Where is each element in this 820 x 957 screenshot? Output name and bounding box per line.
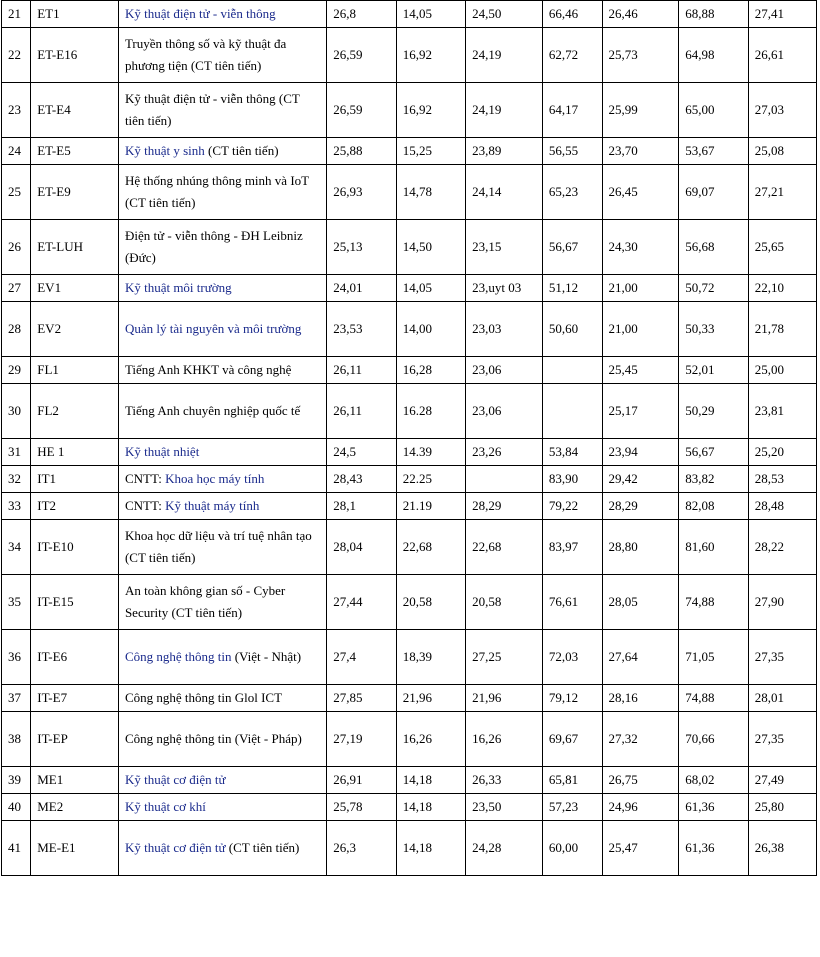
program-code: IT2 [31, 493, 119, 520]
score-1: 28,43 [327, 466, 396, 493]
score-7: 21,78 [748, 302, 816, 357]
score-1: 27,4 [327, 630, 396, 685]
program-name [118, 83, 326, 138]
score-6: 50,72 [679, 275, 748, 302]
table-row [2, 83, 817, 138]
score-2: 22.25 [396, 466, 465, 493]
program-name-suffix: (Việt - Nhật) [231, 649, 302, 664]
score-5: 26,75 [602, 767, 679, 794]
score-2: 21.19 [396, 493, 465, 520]
score-3: 23,26 [466, 439, 543, 466]
score-6: 69,07 [679, 165, 748, 220]
program-code: HE 1 [31, 439, 119, 466]
program-code: ME-E1 [31, 821, 119, 876]
score-3: 28,29 [466, 493, 543, 520]
score-7: 25,00 [748, 357, 816, 384]
program-name-prefix: Khoa học dữ liệu và trí tuệ nhân tạo (CT tiên tiến) [124, 528, 312, 565]
program-name-link[interactable]: Kỹ thuật máy tính [165, 498, 260, 513]
score-4: 76,61 [542, 575, 602, 630]
score-3: 23,89 [466, 138, 543, 165]
program-name-link[interactable]: Kỹ thuật cơ điện tử [124, 840, 226, 855]
table-row [2, 821, 817, 876]
score-7: 27,41 [748, 1, 816, 28]
program-name [118, 439, 326, 466]
program-name-suffix: (CT tiên tiến) [225, 840, 300, 855]
row-index: 31 [2, 439, 31, 466]
score-5: 24,96 [602, 794, 679, 821]
score-3: 26,33 [466, 767, 543, 794]
score-6: 61,36 [679, 794, 748, 821]
score-6: 71,05 [679, 630, 748, 685]
admission-scores-table [1, 0, 817, 876]
score-4: 65,81 [542, 767, 602, 794]
score-4: 69,67 [542, 712, 602, 767]
score-1: 26,91 [327, 767, 396, 794]
score-2: 14,05 [396, 275, 465, 302]
program-name-prefix: CNTT: [124, 498, 166, 513]
score-7: 28,01 [748, 685, 816, 712]
table-row [2, 712, 817, 767]
program-name [118, 28, 326, 83]
score-5: 25,17 [602, 384, 679, 439]
row-index: 34 [2, 520, 31, 575]
score-1: 26,93 [327, 165, 396, 220]
row-index: 33 [2, 493, 31, 520]
program-code: FL2 [31, 384, 119, 439]
score-7: 28,22 [748, 520, 816, 575]
row-index: 40 [2, 794, 31, 821]
score-5: 21,00 [602, 302, 679, 357]
score-2: 14,05 [396, 1, 465, 28]
table-row [2, 357, 817, 384]
program-name [118, 821, 326, 876]
score-4: 79,12 [542, 685, 602, 712]
score-7: 28,48 [748, 493, 816, 520]
program-name [118, 384, 326, 439]
score-1: 24,01 [327, 275, 396, 302]
row-index: 25 [2, 165, 31, 220]
program-name [118, 493, 326, 520]
program-name [118, 302, 326, 357]
score-6: 81,60 [679, 520, 748, 575]
score-3: 22,68 [466, 520, 543, 575]
score-3: 24,19 [466, 83, 543, 138]
score-5: 28,80 [602, 520, 679, 575]
program-name-prefix: Hệ thống nhúng thông minh và IoT (CT tiên tiến) [124, 173, 309, 210]
program-code: ME2 [31, 794, 119, 821]
program-name-link[interactable]: Công nghệ thông tin [124, 649, 232, 664]
score-7: 27,49 [748, 767, 816, 794]
program-name [118, 794, 326, 821]
score-3: 24,50 [466, 1, 543, 28]
score-4 [542, 357, 602, 384]
score-1: 24,5 [327, 439, 396, 466]
score-1: 26,8 [327, 1, 396, 28]
table-row [2, 685, 817, 712]
program-name [118, 767, 326, 794]
score-4: 83,97 [542, 520, 602, 575]
program-code: IT-EP [31, 712, 119, 767]
program-name-link[interactable]: Quản lý tài nguyên và môi trường [124, 321, 302, 336]
score-6: 64,98 [679, 28, 748, 83]
score-2: 22,68 [396, 520, 465, 575]
table-row [2, 767, 817, 794]
table-row [2, 275, 817, 302]
table-row [2, 384, 817, 439]
program-name-link[interactable]: Kỹ thuật môi trường [124, 280, 232, 295]
row-index: 36 [2, 630, 31, 685]
program-name-link[interactable]: Kỹ thuật nhiệt [124, 444, 200, 459]
score-1: 27,85 [327, 685, 396, 712]
score-2: 15,25 [396, 138, 465, 165]
score-6: 56,67 [679, 439, 748, 466]
row-index: 28 [2, 302, 31, 357]
score-1: 26,11 [327, 357, 396, 384]
score-1: 27,44 [327, 575, 396, 630]
score-7: 27,21 [748, 165, 816, 220]
program-code: IT-E10 [31, 520, 119, 575]
table-row [2, 493, 817, 520]
program-code: ET-E4 [31, 83, 119, 138]
score-4: 83,90 [542, 466, 602, 493]
score-5: 27,32 [602, 712, 679, 767]
score-5: 28,05 [602, 575, 679, 630]
program-name [118, 275, 326, 302]
score-7: 28,53 [748, 466, 816, 493]
score-2: 14,50 [396, 220, 465, 275]
score-5: 25,45 [602, 357, 679, 384]
score-1: 28,1 [327, 493, 396, 520]
program-name-prefix: Tiếng Anh chuyên nghiệp quốc tế [124, 403, 301, 418]
row-index: 30 [2, 384, 31, 439]
program-code: ET-LUH [31, 220, 119, 275]
score-1: 26,59 [327, 83, 396, 138]
program-code: FL1 [31, 357, 119, 384]
program-code: IT1 [31, 466, 119, 493]
row-index: 26 [2, 220, 31, 275]
program-code: ET-E16 [31, 28, 119, 83]
program-name [118, 520, 326, 575]
program-name-prefix: Công nghệ thông tin Glol ICT [124, 690, 283, 705]
program-code: EV1 [31, 275, 119, 302]
program-name [118, 466, 326, 493]
score-7: 23,81 [748, 384, 816, 439]
score-5: 28,16 [602, 685, 679, 712]
score-5: 26,45 [602, 165, 679, 220]
score-2: 16,26 [396, 712, 465, 767]
score-5: 27,64 [602, 630, 679, 685]
row-index: 22 [2, 28, 31, 83]
score-1: 26,11 [327, 384, 396, 439]
program-name-prefix: Điện tử - viễn thông - ĐH Leibniz (Đức) [124, 228, 303, 265]
row-index: 41 [2, 821, 31, 876]
score-3: 24,19 [466, 28, 543, 83]
score-7: 25,08 [748, 138, 816, 165]
table-body [2, 1, 817, 876]
table-row [2, 138, 817, 165]
table-row [2, 28, 817, 83]
score-6: 68,88 [679, 1, 748, 28]
score-5: 24,30 [602, 220, 679, 275]
score-5: 25,99 [602, 83, 679, 138]
program-code: EV2 [31, 302, 119, 357]
program-code: IT-E15 [31, 575, 119, 630]
table-row [2, 439, 817, 466]
score-7: 27,03 [748, 83, 816, 138]
score-7: 25,65 [748, 220, 816, 275]
score-3: 21,96 [466, 685, 543, 712]
score-2: 20,58 [396, 575, 465, 630]
score-4: 72,03 [542, 630, 602, 685]
score-1: 25,88 [327, 138, 396, 165]
score-1: 25,78 [327, 794, 396, 821]
score-2: 21,96 [396, 685, 465, 712]
score-4: 62,72 [542, 28, 602, 83]
program-code: ET-E5 [31, 138, 119, 165]
table-row [2, 302, 817, 357]
score-7: 25,80 [748, 794, 816, 821]
score-4: 50,60 [542, 302, 602, 357]
score-4: 57,23 [542, 794, 602, 821]
score-5: 23,94 [602, 439, 679, 466]
program-name-prefix: Công nghệ thông tin (Việt - Pháp) [124, 731, 302, 746]
program-name-prefix: CNTT: [124, 471, 166, 486]
row-index: 27 [2, 275, 31, 302]
row-index: 39 [2, 767, 31, 794]
score-2: 16,28 [396, 357, 465, 384]
score-1: 28,04 [327, 520, 396, 575]
table-row [2, 794, 817, 821]
table-row [2, 1, 817, 28]
program-code: IT-E6 [31, 630, 119, 685]
score-6: 65,00 [679, 83, 748, 138]
score-2: 18,39 [396, 630, 465, 685]
score-3: 23,uyt 03 [466, 275, 543, 302]
score-4: 65,23 [542, 165, 602, 220]
score-5: 25,47 [602, 821, 679, 876]
row-index: 32 [2, 466, 31, 493]
score-3: 23,03 [466, 302, 543, 357]
score-4: 79,22 [542, 493, 602, 520]
score-6: 70,66 [679, 712, 748, 767]
score-4: 66,46 [542, 1, 602, 28]
row-index: 37 [2, 685, 31, 712]
score-5: 21,00 [602, 275, 679, 302]
row-index: 23 [2, 83, 31, 138]
score-3: 23,06 [466, 384, 543, 439]
score-2: 14,18 [396, 794, 465, 821]
score-2: 14.39 [396, 439, 465, 466]
score-6: 50,33 [679, 302, 748, 357]
score-7: 25,20 [748, 439, 816, 466]
program-name-link[interactable]: Kỹ thuật cơ khí [124, 799, 206, 814]
score-7: 26,61 [748, 28, 816, 83]
score-7: 26,38 [748, 821, 816, 876]
score-3: 24,28 [466, 821, 543, 876]
table-row [2, 466, 817, 493]
score-4: 56,67 [542, 220, 602, 275]
score-6: 82,08 [679, 493, 748, 520]
score-4: 51,12 [542, 275, 602, 302]
program-name-link[interactable]: Kỹ thuật điện tử - viễn thông [124, 6, 276, 21]
program-code: ET-E9 [31, 165, 119, 220]
score-6: 50,29 [679, 384, 748, 439]
program-name-link[interactable]: Kỹ thuật cơ điện tử [124, 772, 226, 787]
score-2: 14,78 [396, 165, 465, 220]
score-5: 25,73 [602, 28, 679, 83]
row-index: 21 [2, 1, 31, 28]
score-4: 60,00 [542, 821, 602, 876]
score-4: 53,84 [542, 439, 602, 466]
score-3: 24,14 [466, 165, 543, 220]
score-7: 22,10 [748, 275, 816, 302]
row-index: 29 [2, 357, 31, 384]
score-1: 27,19 [327, 712, 396, 767]
program-name [118, 685, 326, 712]
score-2: 14,18 [396, 821, 465, 876]
score-6: 83,82 [679, 466, 748, 493]
score-6: 74,88 [679, 575, 748, 630]
row-index: 38 [2, 712, 31, 767]
score-6: 53,67 [679, 138, 748, 165]
program-name [118, 575, 326, 630]
score-4 [542, 384, 602, 439]
score-3: 23,15 [466, 220, 543, 275]
program-name-prefix: An toàn không gian số - Cyber Security (CT tiên tiến) [124, 583, 286, 620]
score-3: 16,26 [466, 712, 543, 767]
program-name [118, 138, 326, 165]
score-5: 28,29 [602, 493, 679, 520]
table-row [2, 220, 817, 275]
score-7: 27,90 [748, 575, 816, 630]
score-2: 14,00 [396, 302, 465, 357]
score-4: 56,55 [542, 138, 602, 165]
score-3: 27,25 [466, 630, 543, 685]
table-row [2, 165, 817, 220]
score-6: 74,88 [679, 685, 748, 712]
score-5: 29,42 [602, 466, 679, 493]
score-4: 64,17 [542, 83, 602, 138]
program-code: IT-E7 [31, 685, 119, 712]
score-6: 52,01 [679, 357, 748, 384]
row-index: 24 [2, 138, 31, 165]
row-index: 35 [2, 575, 31, 630]
score-7: 27,35 [748, 712, 816, 767]
score-6: 61,36 [679, 821, 748, 876]
score-3: 23,06 [466, 357, 543, 384]
program-name-link[interactable]: Kỹ thuật y sinh [124, 143, 205, 158]
program-name [118, 357, 326, 384]
program-name [118, 712, 326, 767]
score-2: 16,92 [396, 28, 465, 83]
score-1: 26,3 [327, 821, 396, 876]
score-5: 26,46 [602, 1, 679, 28]
score-2: 16,92 [396, 83, 465, 138]
score-6: 56,68 [679, 220, 748, 275]
score-6: 68,02 [679, 767, 748, 794]
program-name-prefix: Kỹ thuật điện tử - viễn thông (CT tiên tiến) [124, 91, 300, 128]
program-name [118, 1, 326, 28]
program-name-prefix: Tiếng Anh KHKT và công nghệ [124, 362, 292, 377]
table-row [2, 520, 817, 575]
program-name [118, 220, 326, 275]
score-3: 20,58 [466, 575, 543, 630]
score-1: 25,13 [327, 220, 396, 275]
score-3 [466, 466, 543, 493]
table-row [2, 575, 817, 630]
score-1: 23,53 [327, 302, 396, 357]
program-code: ME1 [31, 767, 119, 794]
program-code: ET1 [31, 1, 119, 28]
table-row [2, 630, 817, 685]
program-name [118, 630, 326, 685]
score-2: 14,18 [396, 767, 465, 794]
score-3: 23,50 [466, 794, 543, 821]
score-5: 23,70 [602, 138, 679, 165]
score-1: 26,59 [327, 28, 396, 83]
program-name-suffix: (CT tiên tiến) [204, 143, 279, 158]
program-name-prefix: Truyền thông số và kỹ thuật đa phương tiện (CT tiên tiến) [124, 36, 287, 73]
score-7: 27,35 [748, 630, 816, 685]
program-name-link[interactable]: Khoa học máy tính [165, 471, 265, 486]
program-name [118, 165, 326, 220]
score-2: 16.28 [396, 384, 465, 439]
